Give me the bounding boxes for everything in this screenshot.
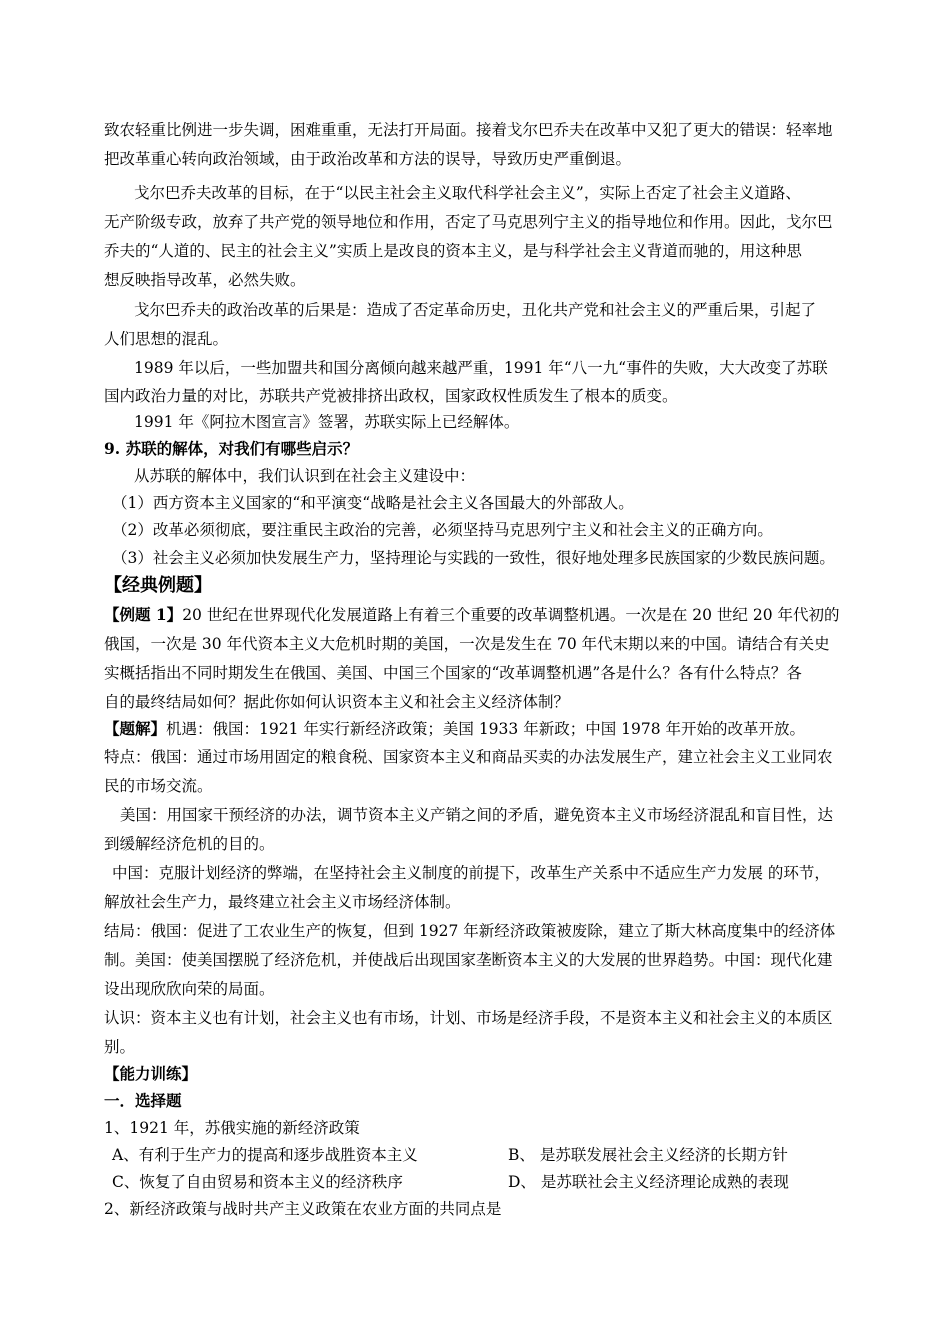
paragraph-line: 国内政治力量的对比，苏联共产党被排挤出政权，国家政权性质发生了根本的质变。 bbox=[104, 387, 678, 405]
option-c: C、恢复了自由贸易和资本主义的经济秩序 bbox=[112, 1173, 403, 1191]
example-line: 俄国，一次是 30 年代资本主义大危机时期的美国，一次是发生在 70 年代末期以来的中国。请结合有关史 bbox=[104, 635, 830, 653]
section-title-training: 【能力训练】 bbox=[104, 1064, 198, 1083]
solution-line: 结局：俄国：促进了工农业生产的恢复，但到 1927 年新经济政策被废除，建立了斯大林高度集中的经济体 bbox=[104, 922, 836, 940]
solution-label: 【题解】 bbox=[104, 719, 167, 738]
solution-line: 特点：俄国：通过市场用固定的粮食税、国家资本主义和商品买卖的办法发展生产，建立社会主义工业同农 bbox=[104, 748, 833, 766]
paragraph-line: 1989 年以后，一些加盟共和国分离倾向越来越严重，1991 年“八一九“事件的失败，大大改变了苏联 bbox=[134, 359, 828, 377]
option-d: D、 是苏联社会主义经济理论成熟的表现 bbox=[508, 1173, 789, 1191]
paragraph-line: 戈尔巴乔夫改革的目标，在于“以民主社会主义取代科学社会主义”，实际上否定了社会主义道路、 bbox=[134, 184, 801, 202]
solution-line: 【题解】机遇：俄国：1921 年实行新经济政策；美国 1933 年新政；中国 1978 年开始的改革开放。 bbox=[104, 719, 805, 738]
option-a: A、有利于生产力的提高和逐步战胜资本主义 bbox=[112, 1146, 418, 1164]
paragraph-line: 致农轻重比例进一步失调，困难重重，无法打开局面。接着戈尔巴乔夫在改革中又犯了更大的错误：轻率地 bbox=[104, 121, 833, 139]
question-heading: 9. 苏联的解体，对我们有哪些启示？ bbox=[104, 439, 359, 458]
solution-line: 民的市场交流。 bbox=[104, 777, 213, 795]
solution-line: 别。 bbox=[104, 1038, 136, 1056]
solution-line: 解放社会生产力，最终建立社会主义市场经济体制。 bbox=[104, 893, 461, 911]
solution-line: 认识：资本主义也有计划，社会主义也有市场，计划、市场是经济手段，不是资本主义和社会主义的本质区 bbox=[104, 1009, 833, 1027]
solution-line: 设出现欣欣向荣的局面。 bbox=[104, 980, 275, 998]
paragraph-line: 人们思想的混乱。 bbox=[104, 330, 229, 348]
section-title-examples: 【经典例题】 bbox=[104, 575, 212, 596]
question-line: 2、新经济政策与战时共产主义政策在农业方面的共同点是 bbox=[104, 1200, 502, 1218]
example-label: 【例题 1】 bbox=[104, 605, 183, 624]
question-line: 1、1921 年，苏俄实施的新经济政策 bbox=[104, 1119, 360, 1137]
solution-line: 美国：用国家干预经济的办法，调节资本主义产销之间的矛盾，避免资本主义市场经济混乱和盲目性，达 bbox=[120, 806, 834, 824]
solution-line: 制。美国：使美国摆脱了经济危机，并使战后出现国家垄断资本主义的大发展的世界趋势。中国：现代化建 bbox=[104, 951, 833, 969]
list-item: （3）社会主义必须加快发展生产力，坚持理论与实践的一致性，很好地处理多民族国家的少数民族问题。 bbox=[112, 549, 835, 567]
option-b: B、 是苏联发展社会主义经济的长期方针 bbox=[508, 1146, 788, 1164]
solution-line: 到缓解经济危机的目的。 bbox=[104, 835, 275, 853]
paragraph-line: 无产阶级专政，放弃了共产党的领导地位和作用，否定了马克思列宁主义的指导地位和作用。因此，戈尔巴 bbox=[104, 213, 833, 231]
section-title-choice: 一．选择题 bbox=[104, 1091, 182, 1110]
paragraph-line: 戈尔巴乔夫的政治改革的后果是：造成了否定革命历史，丑化共产党和社会主义的严重后果，引起了 bbox=[134, 301, 817, 319]
list-item: （2）改革必须彻底，要注重民主政治的完善，必须坚持马克思列宁主义和社会主义的正确方向。 bbox=[112, 521, 773, 539]
solution-line: 中国：克服计划经济的弊端，在坚持社会主义制度的前提下，改革生产关系中不适应生产力发展 的环节， bbox=[112, 864, 830, 882]
paragraph-line: 从苏联的解体中，我们认识到在社会主义建设中： bbox=[134, 467, 476, 485]
example-line: 自的最终结局如何？据此你如何认识资本主义和社会主义经济体制？ bbox=[104, 693, 570, 711]
paragraph-line: 想反映指导改革，必然失败。 bbox=[104, 271, 306, 289]
example-line: 实概括指出不同时期发生在俄国、美国、中国三个国家的“改革调整机遇”各是什么？各有什么特点？各 bbox=[104, 664, 802, 682]
paragraph-line: 1991 年《阿拉木图宣言》签署，苏联实际上已经解体。 bbox=[134, 413, 520, 431]
list-item: （1）西方资本主义国家的“和平演变“战略是社会主义各国最大的外部敌人。 bbox=[112, 494, 634, 512]
paragraph-line: 把改革重心转向政治领域，由于政治改革和方法的误导，导致历史严重倒退。 bbox=[104, 150, 632, 168]
example-line: 【例题 1】20 世纪在世界现代化发展道路上有着三个重要的改革调整机遇。一次是在 20 世纪 20 年代初的 bbox=[104, 605, 840, 624]
paragraph-line: 乔夫的“人道的、民主的社会主义”实质上是改良的资本主义，是与科学社会主义背道而驰的，用这种思 bbox=[104, 242, 802, 260]
